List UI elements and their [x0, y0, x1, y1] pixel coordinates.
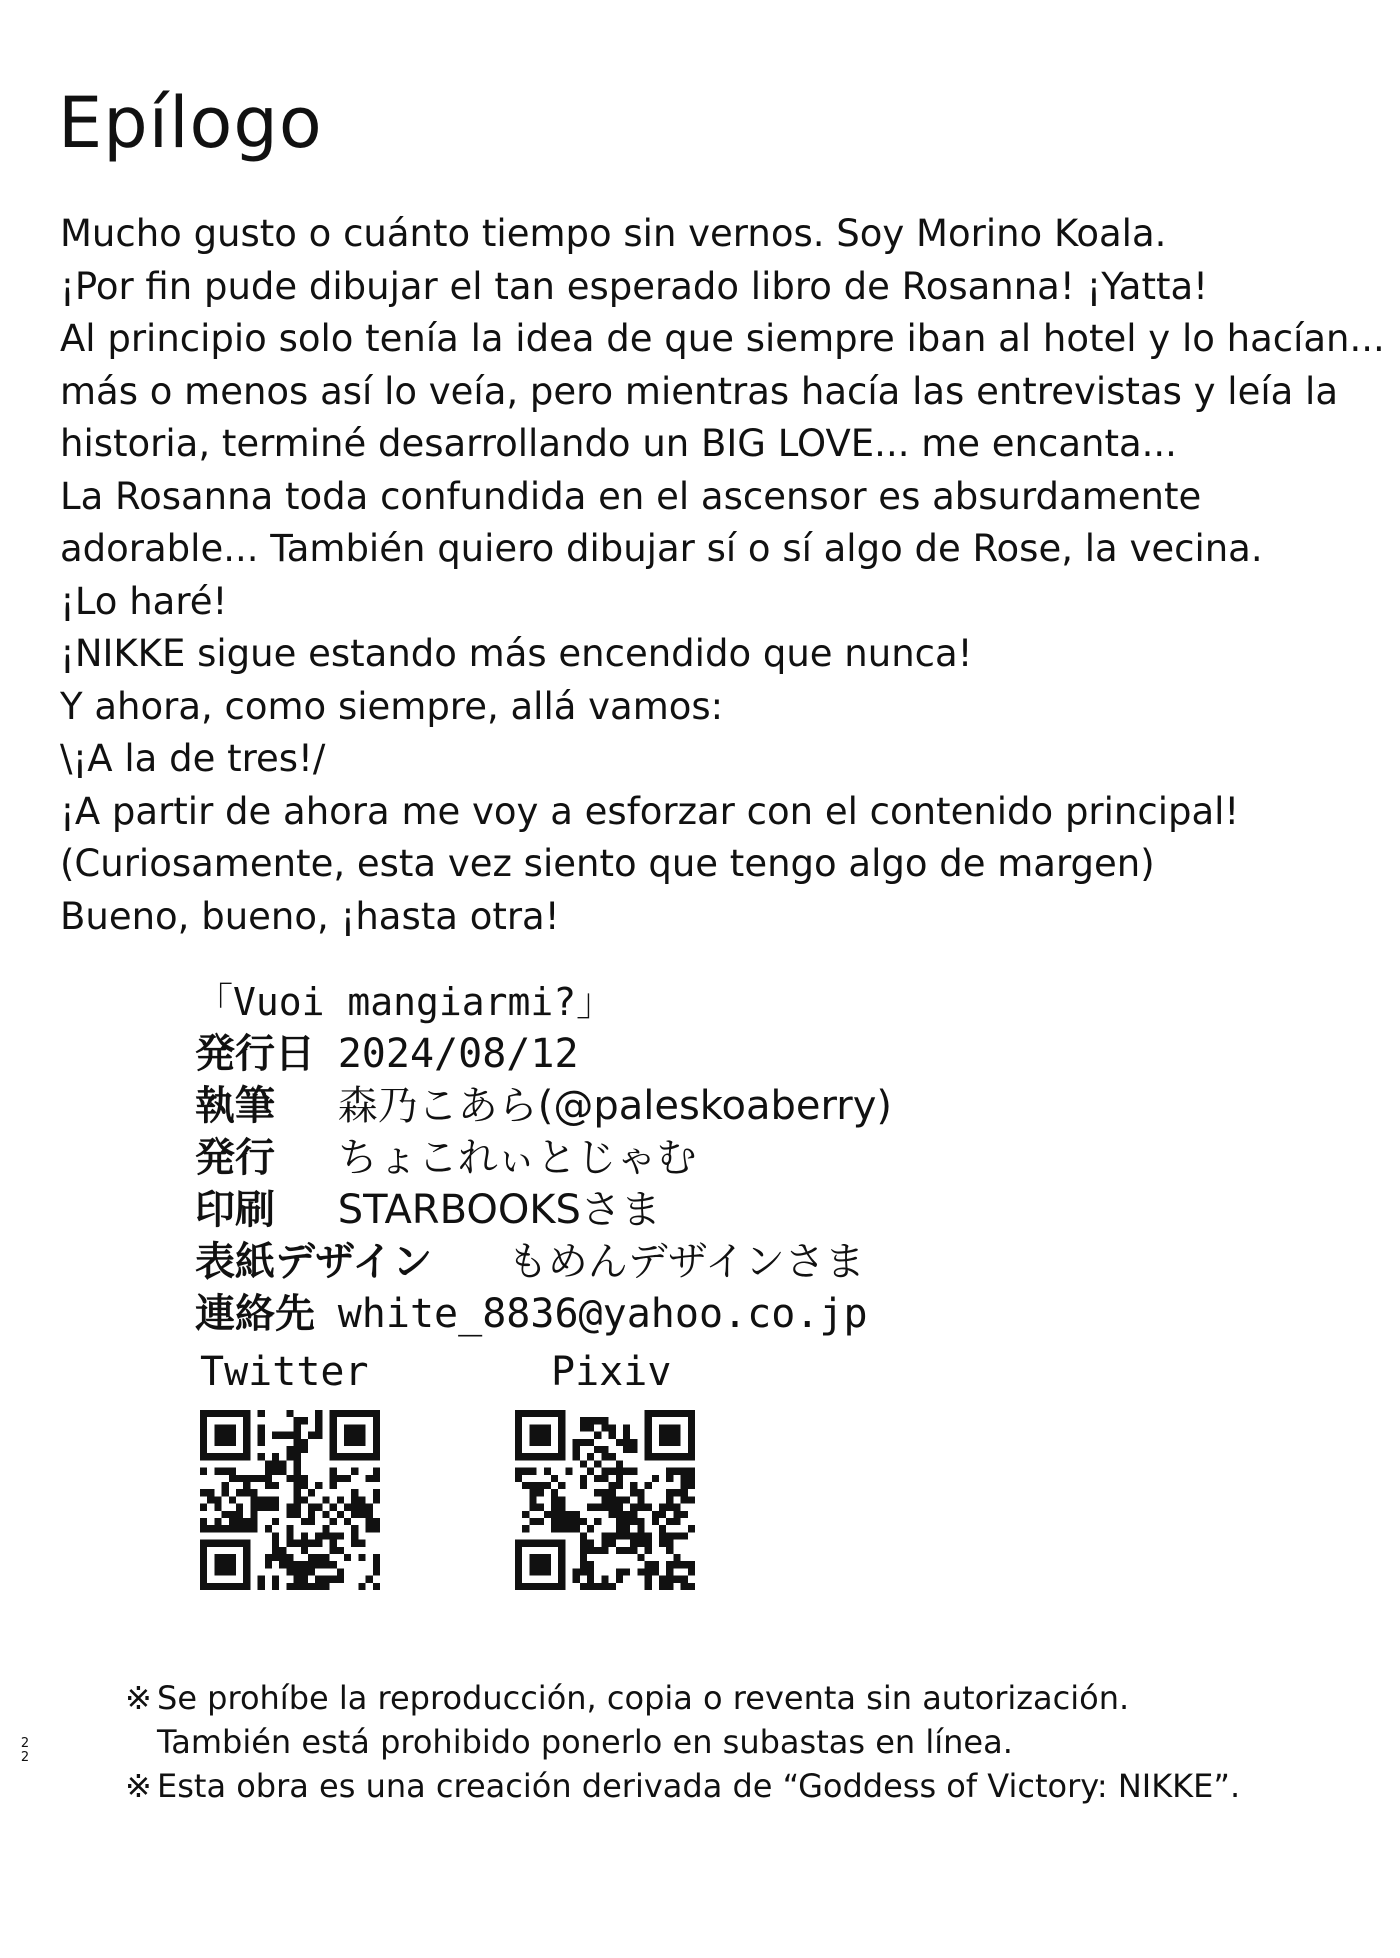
note-row — [125, 1676, 1240, 1720]
pixiv-qr-label: Pixiv — [551, 1349, 672, 1395]
page-title: Epílogo — [58, 82, 323, 164]
twitter-qr-label: Twitter — [200, 1349, 369, 1395]
note-row — [125, 1720, 1240, 1764]
text-line: ¡A partir de ahora me voy a esforzar con el contenido principal! — [60, 789, 1240, 833]
issue-date-label: 発行日 — [195, 1031, 315, 1077]
twitter-qr-block — [200, 1349, 380, 1590]
reference-mark-icon: ※ — [125, 1679, 152, 1717]
legal-notes — [125, 1676, 1240, 1808]
page-number: 22 — [20, 1736, 30, 1765]
text-line: La Rosanna toda confundida en el ascensor es absurdamente — [60, 474, 1202, 518]
note-text: Esta obra es una creación derivada de “Goddess of Victory: NIKKE”. — [157, 1767, 1241, 1805]
cover-design-label: 表紙デザイン — [195, 1239, 433, 1285]
text-line: Mucho gusto o cuánto tiempo sin vernos. Soy Morino Koala. — [60, 212, 1167, 255]
text-line: ¡NIKKE sigue estando más encendido que nunca! — [60, 632, 973, 675]
text-line: Bueno, bueno, ¡hasta otra! — [60, 894, 560, 938]
text-line: ¡Por fin pude dibujar el tan esperado libro de Rosanna! ¡Yatta! — [60, 264, 1208, 308]
contact-label: 連絡先 — [195, 1291, 315, 1337]
text-line: adorable... También quiero dibujar sí o sí algo de Rose, la vecina. — [60, 527, 1263, 570]
printer-row — [195, 1184, 892, 1236]
contact-row — [195, 1288, 892, 1340]
note-text: También está prohibido ponerlo en subastas en línea. — [157, 1723, 1013, 1761]
epilogue-text — [60, 208, 1385, 943]
pixiv-qr-code[interactable] — [515, 1410, 695, 1590]
cover-design-value: もめんデザインさま — [507, 1239, 865, 1285]
issue-date-row — [195, 1028, 892, 1080]
text-line: Al principio solo tenía la idea de que siempre iban al hotel y lo hacían... — [60, 317, 1385, 360]
publisher-value: ちょこれぃとじゃむ — [337, 1135, 697, 1181]
publisher-label: 発行 — [195, 1135, 275, 1181]
printer-label: 印刷 — [195, 1187, 275, 1233]
reference-mark-icon: ※ — [125, 1767, 152, 1805]
text-line: (Curiosamente, esta vez siento que tengo algo de margen) — [60, 842, 1155, 885]
book-title: 「Vuoi mangiarmi?」 — [195, 980, 615, 1024]
text-line: más o menos así lo veía, pero mientras hacía las entrevistas y leía la — [60, 369, 1338, 413]
issue-date-value: 2024/08/12 — [337, 1031, 579, 1077]
text-line: \¡A la de tres!/ — [60, 737, 326, 780]
text-line: ¡Lo haré! — [60, 579, 228, 623]
note-text: Se prohíbe la reproducción, copia o reventa sin autorización. — [157, 1679, 1130, 1717]
note-row — [125, 1764, 1240, 1808]
author-label: 執筆 — [195, 1083, 275, 1129]
colophon — [195, 976, 892, 1340]
printer-value: STARBOOKSさま — [337, 1187, 661, 1233]
text-line: Y ahora, como siempre, allá vamos: — [60, 684, 724, 728]
publisher-row — [195, 1132, 892, 1184]
cover-design-row — [195, 1236, 892, 1288]
contact-value: white_8836@yahoo.co.jp — [337, 1291, 868, 1337]
text-line: historia, terminé desarrollando un BIG LOVE... me encanta... — [60, 422, 1177, 465]
author-value: 森乃こあら(@paleskoaberry) — [337, 1083, 892, 1129]
twitter-qr-code[interactable] — [200, 1410, 380, 1590]
pixiv-qr-block — [515, 1349, 695, 1590]
author-row — [195, 1080, 892, 1132]
